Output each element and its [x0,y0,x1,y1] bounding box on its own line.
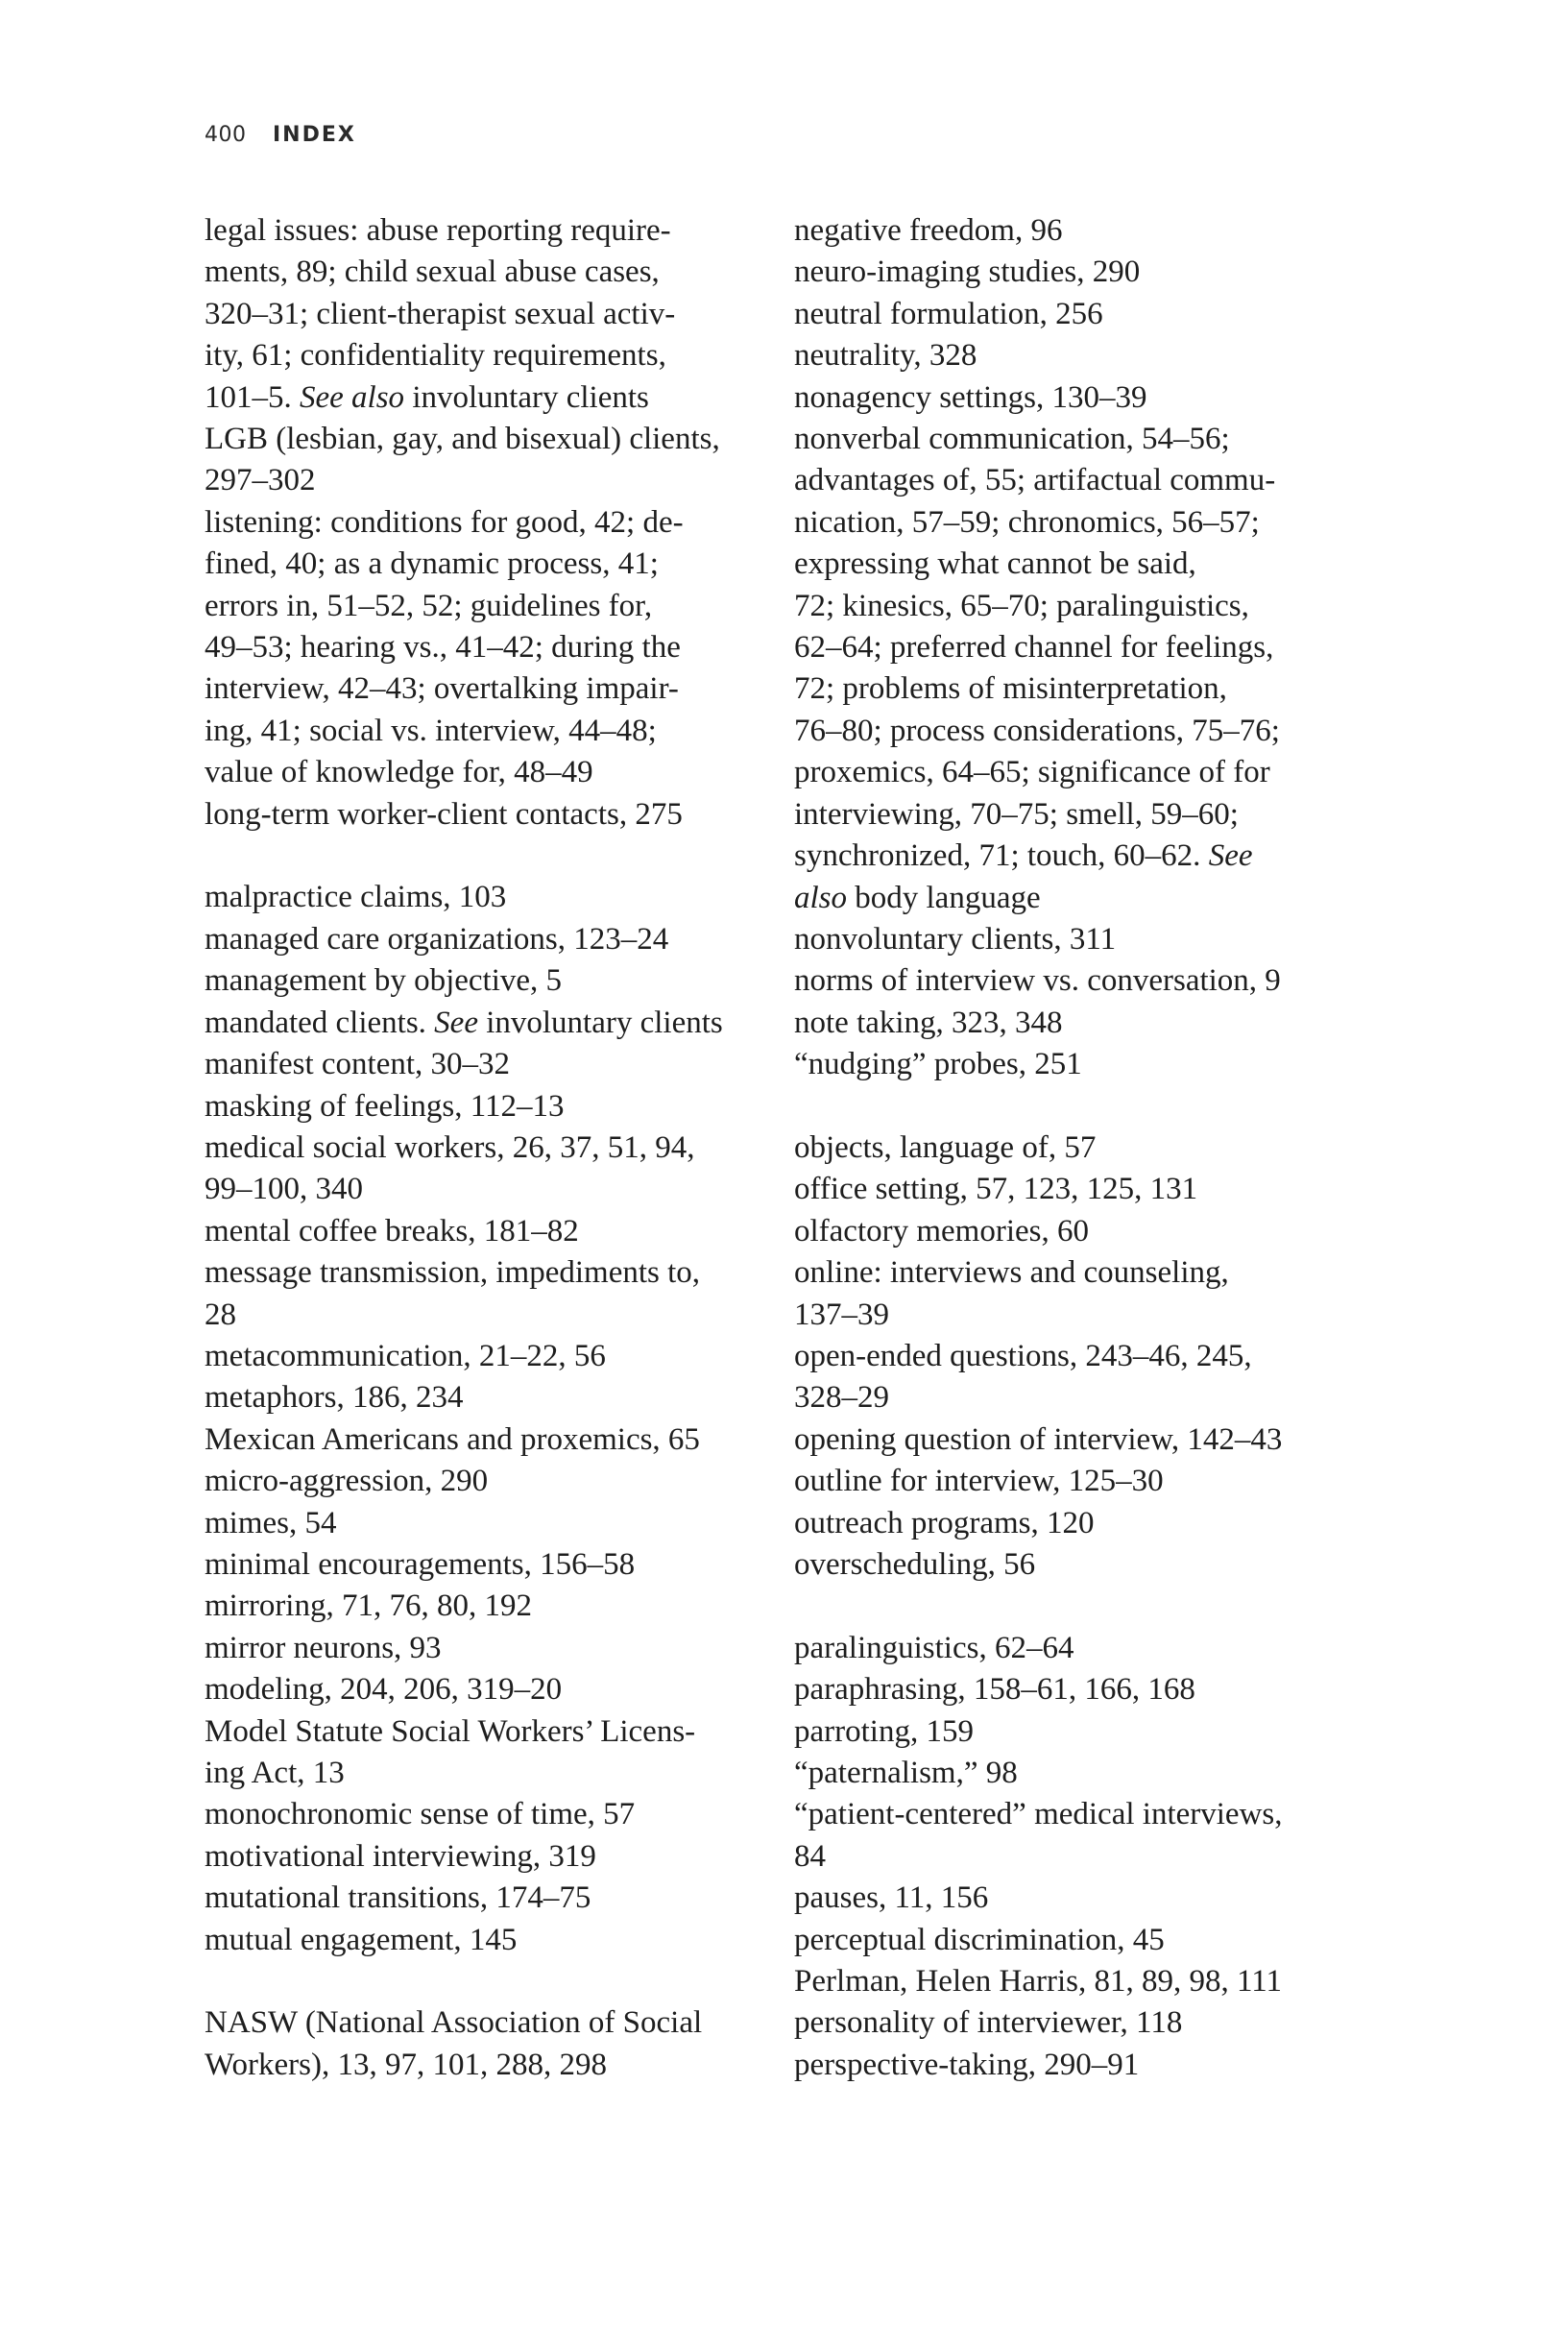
entry-text: proxemics, 64–65; significance of for [794,755,1270,790]
entry-text: norms of interview vs. conversation, 9 [794,963,1281,999]
index-entry [205,1128,771,1211]
index-entry [794,377,1361,419]
index-entry-subline [794,668,1361,710]
index-entry-subline [205,1169,771,1210]
entry-text: masking of feelings, 112–13 [205,1088,565,1124]
entry-text: paralinguistics, 62–64 [794,1630,1074,1665]
entry-text: expressing what cannot be said, [794,546,1196,582]
entry-text: metacommunication, 21–22, 56 [205,1338,606,1373]
index-entry [205,419,771,502]
index-entry-subline [794,586,1361,627]
index-entry [794,294,1361,335]
index-entry [794,1044,1361,1085]
index-entry-line [794,1794,1361,1835]
index-entry-line [205,1669,771,1710]
index-entry-line [794,960,1361,1002]
entry-text: motivational interviewing, 319 [205,1838,596,1874]
index-entry-subline [205,252,771,293]
index-entry [205,1419,771,1461]
index-entry-subline [205,377,771,419]
running-head [205,123,356,147]
index-entry [205,1003,771,1044]
index-column-right [794,210,1361,2086]
entry-text: malpractice claims, 103 [205,880,507,915]
index-entry [205,1461,771,1502]
index-entry-line [794,377,1361,419]
index-entry-subline [205,1295,771,1336]
entry-text: management by objective, 5 [205,963,563,999]
index-entry [794,1419,1361,1461]
entry-text: note taking, 323, 348 [794,1005,1063,1040]
index-entry [205,1252,771,1336]
entry-text: synchronized, 71; touch, 60–62. [794,838,1209,874]
entry-text: mandated clients. [205,1005,435,1040]
index-entry [205,1836,771,1878]
entry-text: outreach programs, 120 [794,1505,1095,1540]
entry-text: value of knowledge for, 48–49 [205,755,593,790]
index-entry [794,210,1361,252]
entry-text: Model Statute Social Workers’ Licens- [205,1713,696,1749]
entry-text: 72; problems of misinterpretation, [794,671,1227,707]
index-entry-subline [205,544,771,585]
index-entry-line [794,252,1361,293]
entry-text: mirror neurons, 93 [205,1630,442,1665]
index-entry-line [794,1419,1361,1461]
entry-text: negative freedom, 96 [794,213,1063,248]
index-entry-line [794,1044,1361,1085]
entry-text: listening: conditions for good, 42; de- [205,504,684,540]
index-entry-subline [794,878,1361,919]
index-entry-line [205,1419,771,1461]
index-entry-line [794,1211,1361,1252]
entry-text: office setting, 57, 123, 125, 131 [794,1172,1198,1207]
entry-text: 62–64; preferred channel for feelings, [794,630,1274,666]
entry-text: LGB (lesbian, gay, and bisexual) clients, [205,422,720,457]
entry-text: nonverbal communication, 54–56; [794,422,1230,457]
index-entry [794,252,1361,293]
index-entry-subline [205,335,771,376]
entry-text: 101–5. [205,379,300,415]
index-entry-line [794,2002,1361,2044]
index-entry-subline [205,2045,771,2086]
index-entry-line [205,1336,771,1377]
index-entry-line [205,1794,771,1835]
entry-text: olfactory memories, 60 [794,1213,1089,1249]
index-entry-line [205,1878,771,1919]
index-entry-subline [794,752,1361,793]
index-entry-line [794,1461,1361,1502]
index-entry-line [794,1128,1361,1169]
index-entry-line [205,1461,771,1502]
index-entry [205,1711,771,1795]
section-title: INDEX [273,123,356,147]
entry-text: nonvoluntary clients, 311 [794,921,1117,957]
entry-text: legal issues: abuse reporting require- [205,213,671,248]
index-entry [794,1336,1361,1419]
entry-text: modeling, 204, 206, 319–20 [205,1672,563,1708]
entry-text: Mexican Americans and proxemics, 65 [205,1421,700,1457]
index-entry-line [794,1503,1361,1544]
entry-text: parroting, 159 [794,1713,974,1749]
index-entry-subline [794,1295,1361,1336]
cross-reference-label: See also [300,379,405,415]
index-entry [794,1753,1361,1794]
entry-text: errors in, 51–52, 52; guidelines for, [205,588,653,623]
letter-group-separator [205,836,771,877]
index-entry [794,919,1361,960]
index-entry-line [205,1920,771,1961]
index-entry-line [205,1128,771,1169]
index-entry-subline [205,668,771,710]
index-entry-line [794,2045,1361,2086]
entry-text: 76–80; process considerations, 75–76; [794,713,1280,748]
index-entry [205,1211,771,1252]
index-entry-line [205,877,771,918]
entry-text: NASW (National Association of Social [205,2005,703,2041]
index-entry-line [205,1044,771,1085]
entry-text: advantages of, 55; artifactual commu- [794,463,1276,498]
entry-text: 99–100, 340 [205,1172,363,1207]
entry-text: ing Act, 13 [205,1756,345,1791]
entry-text: outline for interview, 125–30 [794,1464,1164,1499]
index-entry [794,1003,1361,1044]
index-entry [794,2002,1361,2044]
index-entry-line [205,1252,771,1294]
letter-group-separator [205,1961,771,2002]
index-entry [205,1628,771,1669]
index-entry-subline [794,794,1361,836]
index-entry [205,1336,771,1377]
index-entry-subline [794,502,1361,544]
cross-reference-label: See [434,1005,478,1040]
entry-text: Perlman, Helen Harris, 81, 89, 98, 111 [794,1964,1283,2000]
entry-text: neutrality, 328 [794,338,977,374]
index-entry-line [205,1586,771,1627]
index-entry [794,1128,1361,1169]
index-entry-subline [794,460,1361,501]
entry-text: manifest content, 30–32 [205,1047,511,1082]
index-entry-line [205,1544,771,1586]
index-entry-line [794,1628,1361,1669]
entry-text: “paternalism,” 98 [794,1756,1018,1790]
index-entry [205,210,771,419]
entry-text: fined, 40; as a dynamic process, 41; [205,546,659,582]
index-entry [794,1252,1361,1336]
index-entry [205,919,771,960]
index-entry [794,1544,1361,1586]
entry-text: 137–39 [794,1297,889,1332]
entry-text: perceptual discrimination, 45 [794,1922,1165,1957]
entry-text: 49–53; hearing vs., 41–42; during the [205,630,681,666]
entry-text: 328–29 [794,1380,889,1416]
index-entry-subline [794,544,1361,585]
index-entry-line [205,1836,771,1878]
index-entry [205,1044,771,1085]
page-number: 400 [205,123,247,147]
index-entry [205,1669,771,1710]
entry-text: ing, 41; social vs. interview, 44–48; [205,713,657,748]
entry-text: nication, 57–59; chronomics, 56–57; [794,504,1260,540]
index-entry [205,960,771,1002]
index-entry [794,1669,1361,1710]
entry-text: interviewing, 70–75; smell, 59–60; [794,796,1239,832]
entry-text: 84 [794,1838,826,1874]
entry-text: paraphrasing, 158–61, 166, 168 [794,1672,1195,1708]
index-entry-line [794,419,1361,460]
index-entry-line [205,960,771,1002]
index-entry-line [794,1878,1361,1919]
index-entry [794,1169,1361,1210]
entry-text: mirroring, 71, 76, 80, 192 [205,1588,532,1624]
entry-text: interview, 42–43; overtalking impair- [205,671,679,707]
entry-text: minimal encouragements, 156–58 [205,1546,636,1582]
entry-text: micro-aggression, 290 [205,1464,489,1499]
entry-text: metaphors, 186, 234 [205,1380,464,1416]
entry-text: message transmission, impediments to, [205,1255,701,1291]
index-column-left [205,210,771,2086]
index-entry-subline [794,711,1361,752]
index-entry-subline [205,711,771,752]
index-entry-line [205,1377,771,1418]
entry-text: open-ended questions, 243–46, 245, [794,1338,1252,1373]
entry-text: online: interviews and counseling, [794,1255,1229,1291]
entry-text: pauses, 11, 156 [794,1880,989,1916]
index-entry-line [205,919,771,960]
entry-text: mental coffee breaks, 181–82 [205,1213,579,1249]
entry-text: managed care organizations, 123–24 [205,921,669,957]
entry-text: “patient-centered” medical interviews, [794,1797,1283,1832]
entry-text: medical social workers, 26, 37, 51, 94, [205,1129,695,1165]
index-entry-line [205,1628,771,1669]
entry-text: 72; kinesics, 65–70; paralinguistics, [794,588,1249,623]
index-entry-line [205,794,771,836]
index-entry-line [794,294,1361,335]
index-entry-line [794,919,1361,960]
index-entry [205,1920,771,1961]
index-entry [205,1586,771,1627]
entry-text: mimes, 54 [205,1505,337,1540]
index-entry-subline [794,836,1361,877]
index-entry-subline [205,586,771,627]
entry-text: “nudging” probes, 251 [794,1047,1082,1082]
entry-text: opening question of interview, 142–43 [794,1421,1283,1457]
cross-reference-label: also [794,880,848,915]
index-entry-line [794,1753,1361,1794]
index-entry-subline [205,627,771,668]
index-entry-line [205,210,771,252]
index-entry [794,960,1361,1002]
index-entry-line [205,502,771,544]
index-entry-line [205,2002,771,2044]
index-entry [794,1628,1361,1669]
entry-text: perspective-taking, 290–91 [794,2047,1140,2082]
index-entry [205,1377,771,1418]
index-entry-subline [205,1753,771,1794]
index-entry-subline [205,294,771,335]
entry-text: personality of interviewer, 118 [794,2005,1183,2041]
index-entry-line [205,419,771,460]
index-entry-subline [794,627,1361,668]
index-entry [205,2002,771,2086]
entry-text: 320–31; client-therapist sexual activ- [205,296,676,331]
entry-text: nonagency settings, 130–39 [794,379,1147,415]
index-entry [794,1211,1361,1252]
entry-text: Workers), 13, 97, 101, 288, 298 [205,2047,607,2082]
index-entry [205,1544,771,1586]
entry-text: monochronomic sense of time, 57 [205,1797,636,1832]
entry-text: body language [847,880,1041,915]
index-entry-line [794,1669,1361,1710]
entry-text: overscheduling, 56 [794,1546,1036,1582]
entry-text: 28 [205,1297,236,1332]
letter-group-separator [794,1586,1361,1627]
index-entry-line [794,1003,1361,1044]
index-entry [794,1794,1361,1878]
index-entry [205,1086,771,1128]
index-entry [205,877,771,918]
index-entry-line [794,1544,1361,1586]
entry-text: mutational transitions, 174–75 [205,1880,591,1916]
index-entry [794,1920,1361,1961]
index-entry-subline [794,1836,1361,1878]
index-entry-line [794,1169,1361,1210]
index-entry [205,502,771,794]
entry-text: ments, 89; child sexual abuse cases, [205,255,660,290]
index-entry-line [205,1003,771,1044]
entry-text: neutral formulation, 256 [794,296,1103,331]
index-entry [794,1461,1361,1502]
index-entry-line [794,1336,1361,1377]
index-entry [794,2045,1361,2086]
index-entry-subline [794,1377,1361,1418]
index-entry-line [794,1711,1361,1753]
entry-text: involuntary clients [404,379,649,415]
cross-reference-label: See [1208,838,1253,874]
entry-text: involuntary clients [477,1005,723,1040]
index-entry [205,1794,771,1835]
entry-text: 297–302 [205,463,316,498]
entry-text: neuro-imaging studies, 290 [794,255,1141,290]
index-entry-line [205,1711,771,1753]
index-entry-line [794,1961,1361,2002]
index-entry-line [794,1252,1361,1294]
letter-group-separator [794,1086,1361,1128]
index-entry-line [205,1503,771,1544]
index-entry [794,1961,1361,2002]
entry-text: mutual engagement, 145 [205,1922,518,1957]
index-entry [794,419,1361,919]
entry-text: long-term worker-client contacts, 275 [205,796,683,832]
index-entry [794,1711,1361,1753]
index-entry [794,335,1361,376]
index-entry [794,1503,1361,1544]
index-entry [205,1503,771,1544]
index-entry [794,1878,1361,1919]
index-entry-line [794,335,1361,376]
index-entry-subline [205,460,771,501]
index-entry [205,1878,771,1919]
index-entry-line [205,1211,771,1252]
entry-text: ity, 61; confidentiality requirements, [205,338,666,374]
index-entry-line [794,1920,1361,1961]
index-entry-line [794,210,1361,252]
index-entry-subline [205,752,771,793]
index-entry-line [205,1086,771,1128]
entry-text: objects, language of, 57 [794,1129,1097,1165]
index-entry [205,794,771,836]
